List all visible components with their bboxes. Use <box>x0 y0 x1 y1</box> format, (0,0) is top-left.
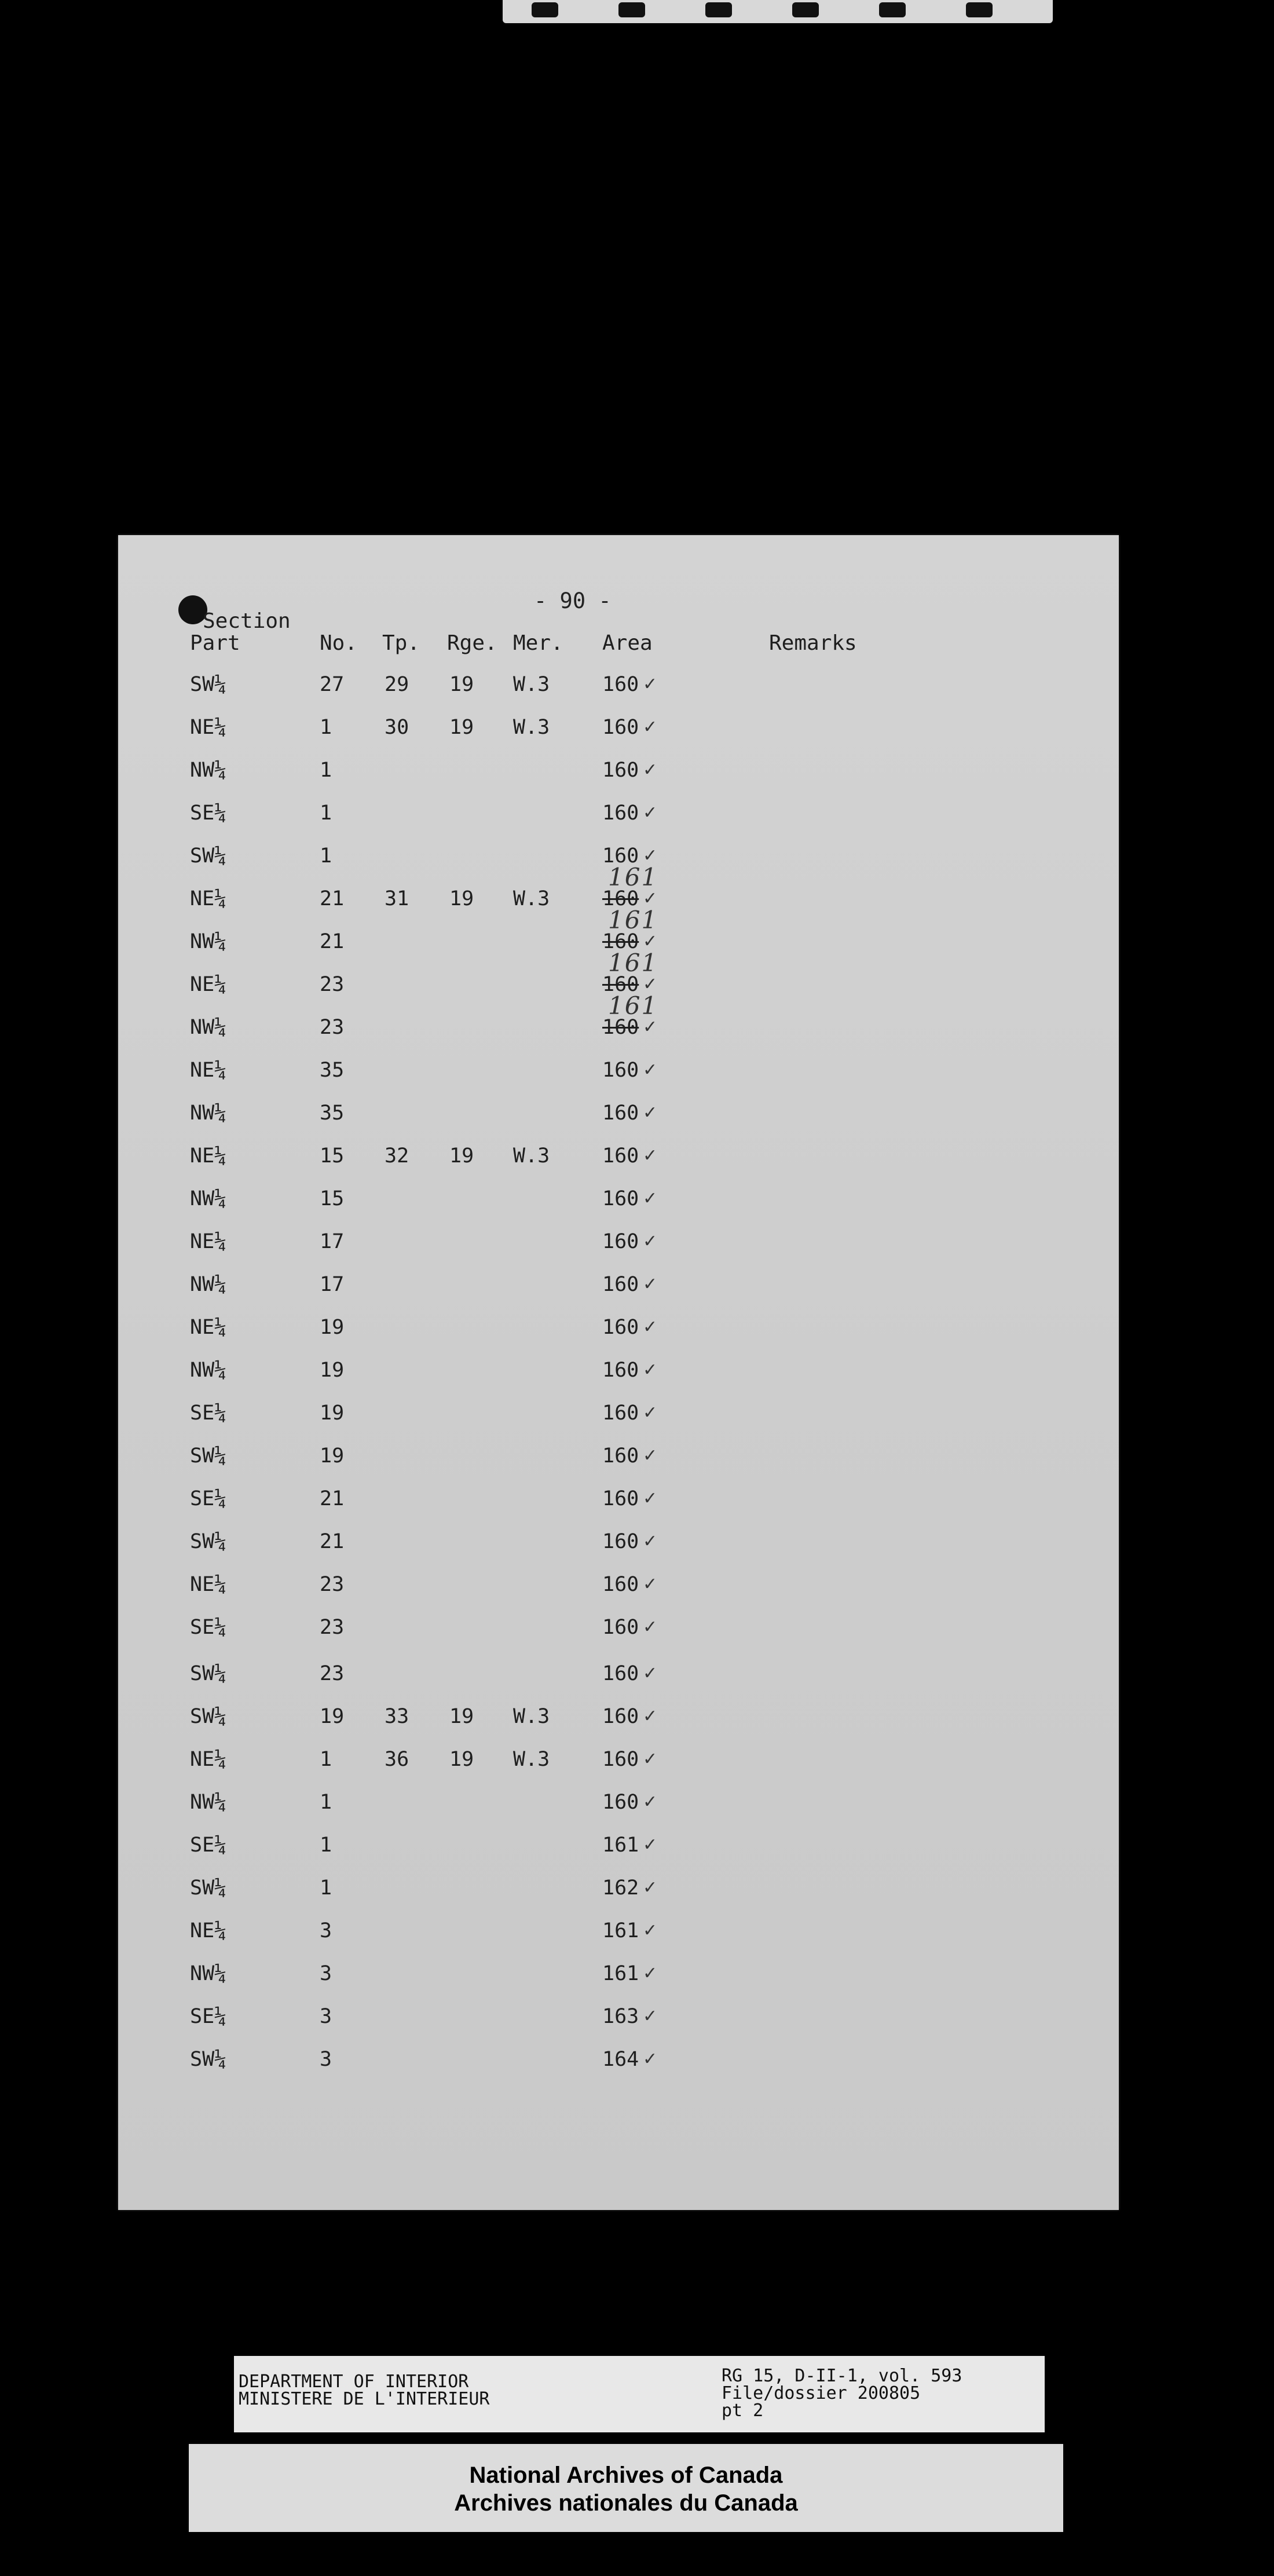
cell-part: NE¼ <box>190 1144 227 1168</box>
check-mark-icon: ✓ <box>643 2006 658 2026</box>
cell-part: SE¼ <box>190 1402 227 1425</box>
footer-reference-label <box>234 2356 1045 2432</box>
cell-part: NW¼ <box>190 1962 227 1985</box>
cell-part: SW¼ <box>190 1444 227 1468</box>
cell-area: 162 <box>602 1876 639 1900</box>
check-mark-icon: ✓ <box>643 1878 658 1898</box>
film-sprocket-hole <box>618 2 645 17</box>
page-number-text: - 90 - <box>534 588 612 613</box>
cell-area: 160 <box>602 1359 639 1382</box>
handwritten-correction: 161 <box>608 991 658 1020</box>
cell-area: 160 <box>602 973 639 996</box>
film-strip <box>503 0 1053 23</box>
cell-area: 160 <box>602 1616 639 1639</box>
cell-tp: 29 <box>385 673 409 696</box>
check-mark-icon: ✓ <box>643 803 658 823</box>
header-part: Part <box>190 631 240 655</box>
archives-name-en: National Archives of Canada <box>469 2462 783 2488</box>
department-en: DEPARTMENT OF INTERIOR <box>239 2372 469 2392</box>
check-mark-icon: ✓ <box>643 760 658 780</box>
check-mark-icon: ✓ <box>643 1188 658 1209</box>
cell-area: 160 <box>602 1059 639 1082</box>
archives-name-fr: Archives nationales du Canada <box>454 2490 798 2516</box>
cell-part: NE¼ <box>190 716 227 739</box>
cell-area: 161 <box>602 1834 639 1857</box>
cell-mer: W.3 <box>513 673 550 696</box>
check-mark-icon: ✓ <box>643 1920 658 1941</box>
cell-no: 21 <box>320 887 345 910</box>
cell-no: 19 <box>320 1359 345 1382</box>
cell-area: 160 <box>602 1144 639 1168</box>
check-mark-icon: ✓ <box>643 846 658 866</box>
cell-no: 21 <box>320 930 345 953</box>
cell-area: 160 <box>602 1487 639 1510</box>
check-mark-icon: ✓ <box>643 1403 658 1423</box>
reference-block <box>722 2368 962 2420</box>
check-mark-icon: ✓ <box>643 1574 658 1594</box>
cell-part: NW¼ <box>190 930 227 953</box>
cell-no: 1 <box>320 844 332 868</box>
cell-area: 163 <box>602 2005 639 2028</box>
cell-area: 160 <box>602 802 639 825</box>
cell-part: SE¼ <box>190 1834 227 1857</box>
cell-tp: 32 <box>385 1144 409 1168</box>
cell-part: NE¼ <box>190 1573 227 1596</box>
cell-part: SE¼ <box>190 1616 227 1639</box>
cell-area: 160 <box>602 887 639 910</box>
cell-area: 160 <box>602 673 639 696</box>
cell-area: 160 <box>602 844 639 868</box>
cell-part: SW¼ <box>190 1530 227 1553</box>
check-mark-icon: ✓ <box>643 717 658 737</box>
cell-part: NW¼ <box>190 1791 227 1814</box>
cell-part: SW¼ <box>190 2048 227 2071</box>
film-sprocket-hole <box>879 2 906 17</box>
document-page <box>118 535 1119 2210</box>
check-mark-icon: ✓ <box>643 1963 658 1984</box>
cell-area: 160 <box>602 1791 639 1814</box>
cell-area: 160 <box>602 1748 639 1771</box>
cell-no: 23 <box>320 1616 345 1639</box>
department-fr: MINISTERE DE L'INTERIEUR <box>239 2389 490 2409</box>
cell-part: NW¼ <box>190 1102 227 1125</box>
check-mark-icon: ✓ <box>643 1446 658 1466</box>
check-mark-icon: ✓ <box>643 974 658 994</box>
cell-part: SE¼ <box>190 2005 227 2028</box>
cell-no: 21 <box>320 1487 345 1510</box>
cell-no: 1 <box>320 1876 332 1900</box>
check-mark-icon: ✓ <box>643 1060 658 1080</box>
header-mer: Mer. <box>513 631 563 655</box>
cell-part: NE¼ <box>190 1748 227 1771</box>
header-remarks: Remarks <box>769 631 857 655</box>
cell-no: 21 <box>320 1530 345 1553</box>
cell-part: NW¼ <box>190 1187 227 1210</box>
cell-area: 160 <box>602 1316 639 1339</box>
check-mark-icon: ✓ <box>643 674 658 694</box>
cell-rge: 19 <box>449 1748 474 1771</box>
cell-part: SW¼ <box>190 1662 227 1685</box>
cell-area: 160 <box>602 1230 639 1253</box>
cell-tp: 33 <box>385 1705 409 1728</box>
cell-mer: W.3 <box>513 716 550 739</box>
cell-part: SE¼ <box>190 1487 227 1510</box>
cell-no: 15 <box>320 1144 345 1168</box>
cell-no: 35 <box>320 1102 345 1125</box>
cell-no: 27 <box>320 673 345 696</box>
header-section: Section <box>203 609 291 633</box>
check-mark-icon: ✓ <box>643 1663 658 1684</box>
film-sprocket-hole <box>705 2 732 17</box>
check-mark-icon: ✓ <box>643 1835 658 1855</box>
handwritten-correction: 161 <box>608 906 658 934</box>
film-sprocket-hole <box>966 2 993 17</box>
cell-rge: 19 <box>449 1705 474 1728</box>
cell-tp: 30 <box>385 716 409 739</box>
cell-area: 160 <box>602 1573 639 1596</box>
cell-no: 3 <box>320 2005 332 2028</box>
cell-no: 1 <box>320 1834 332 1857</box>
cell-no: 23 <box>320 1016 345 1039</box>
cell-area: 160 <box>602 759 639 782</box>
cell-no: 19 <box>320 1402 345 1425</box>
film-sprocket-hole <box>532 2 558 17</box>
cell-no: 23 <box>320 973 345 996</box>
cell-no: 17 <box>320 1230 345 1253</box>
cell-mer: W.3 <box>513 1144 550 1168</box>
cell-no: 1 <box>320 1791 332 1814</box>
cell-area: 160 <box>602 1444 639 1468</box>
cell-mer: W.3 <box>513 1748 550 1771</box>
check-mark-icon: ✓ <box>643 1360 658 1380</box>
cell-part: SW¼ <box>190 1876 227 1900</box>
film-sprocket-hole <box>792 2 819 17</box>
cell-part: SW¼ <box>190 1705 227 1728</box>
cell-rge: 19 <box>449 887 474 910</box>
cell-no: 15 <box>320 1187 345 1210</box>
cell-area: 160 <box>602 1402 639 1425</box>
cell-area: 160 <box>602 716 639 739</box>
cell-no: 23 <box>320 1662 345 1685</box>
cell-no: 19 <box>320 1444 345 1468</box>
check-mark-icon: ✓ <box>643 1274 658 1294</box>
cell-rge: 19 <box>449 673 474 696</box>
cell-no: 19 <box>320 1705 345 1728</box>
reference-line-2: File/dossier 200805 <box>722 2383 921 2403</box>
header-area: Area <box>602 631 653 655</box>
check-mark-icon: ✓ <box>643 1103 658 1123</box>
archives-banner <box>189 2444 1063 2532</box>
cell-area: 161 <box>602 1962 639 1985</box>
handwritten-correction: 161 <box>608 949 658 977</box>
department-block <box>239 2373 489 2408</box>
cell-no: 1 <box>320 716 332 739</box>
cell-area: 160 <box>602 1530 639 1553</box>
cell-no: 1 <box>320 802 332 825</box>
cell-part: NE¼ <box>190 1059 227 1082</box>
check-mark-icon: ✓ <box>643 1231 658 1252</box>
cell-part: SW¼ <box>190 844 227 868</box>
cell-part: SW¼ <box>190 673 227 696</box>
cell-no: 3 <box>320 1919 332 1942</box>
cell-rge: 19 <box>449 716 474 739</box>
cell-area: 160 <box>602 1662 639 1685</box>
cell-area: 160 <box>602 1273 639 1296</box>
cell-part: NE¼ <box>190 973 227 996</box>
check-mark-icon: ✓ <box>643 1531 658 1552</box>
cell-tp: 36 <box>385 1748 409 1771</box>
check-mark-icon: ✓ <box>643 2049 658 2069</box>
cell-area: 160 <box>602 930 639 953</box>
cell-area: 160 <box>602 1102 639 1125</box>
cell-rge: 19 <box>449 1144 474 1168</box>
cell-area: 161 <box>602 1919 639 1942</box>
reference-line-3: pt 2 <box>722 2401 764 2421</box>
cell-mer: W.3 <box>513 887 550 910</box>
cell-area: 160 <box>602 1187 639 1210</box>
cell-no: 3 <box>320 2048 332 2071</box>
cell-tp: 31 <box>385 887 409 910</box>
cell-no: 35 <box>320 1059 345 1082</box>
cell-part: NE¼ <box>190 887 227 910</box>
reference-line-1: RG 15, D-II-1, vol. 593 <box>722 2366 962 2386</box>
cell-no: 1 <box>320 1748 332 1771</box>
check-mark-icon: ✓ <box>643 1017 658 1037</box>
cell-part: NE¼ <box>190 1230 227 1253</box>
cell-part: NW¼ <box>190 759 227 782</box>
cell-mer: W.3 <box>513 1705 550 1728</box>
check-mark-icon: ✓ <box>643 1146 658 1166</box>
cell-area: 164 <box>602 2048 639 2071</box>
check-mark-icon: ✓ <box>643 1317 658 1337</box>
cell-part: NE¼ <box>190 1919 227 1942</box>
check-mark-icon: ✓ <box>643 1792 658 1812</box>
check-mark-icon: ✓ <box>643 1617 658 1637</box>
cell-area: 160 <box>602 1705 639 1728</box>
cell-no: 17 <box>320 1273 345 1296</box>
check-mark-icon: ✓ <box>643 1488 658 1509</box>
header-rge: Rge. <box>447 631 497 655</box>
header-no: No. <box>320 631 358 655</box>
check-mark-icon: ✓ <box>643 888 658 909</box>
cell-no: 1 <box>320 759 332 782</box>
cell-area: 160 <box>602 1016 639 1039</box>
cell-part: NW¼ <box>190 1273 227 1296</box>
cell-no: 23 <box>320 1573 345 1596</box>
cell-part: NE¼ <box>190 1316 227 1339</box>
cell-part: SE¼ <box>190 802 227 825</box>
check-mark-icon: ✓ <box>643 931 658 952</box>
handwritten-correction: 161 <box>608 863 658 891</box>
cell-part: NW¼ <box>190 1016 227 1039</box>
cell-no: 3 <box>320 1962 332 1985</box>
check-mark-icon: ✓ <box>643 1749 658 1769</box>
header-tp: Tp. <box>382 631 420 655</box>
check-mark-icon: ✓ <box>643 1706 658 1726</box>
cell-part: NW¼ <box>190 1359 227 1382</box>
cell-no: 19 <box>320 1316 345 1339</box>
